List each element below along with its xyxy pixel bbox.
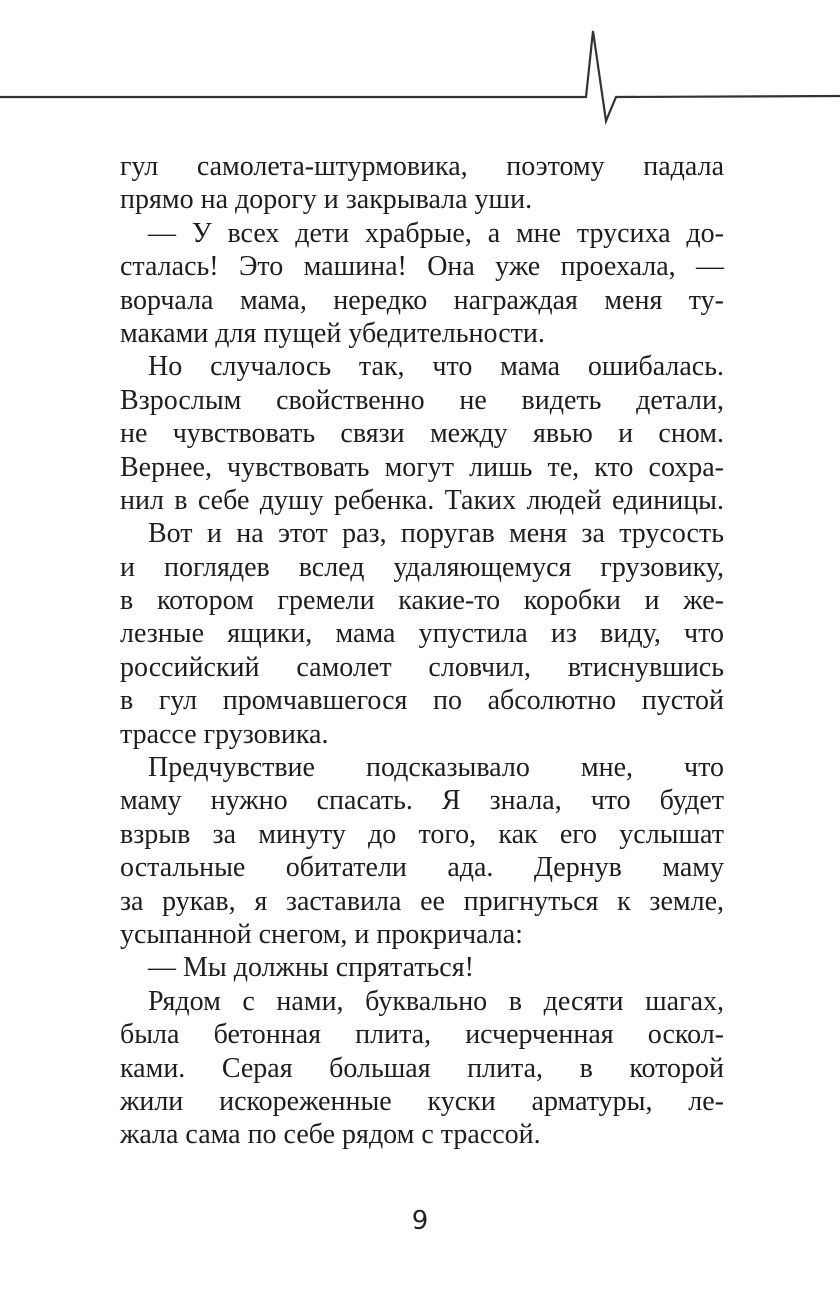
text-line: Рядом с нами, буквально в десяти шагах, (148, 985, 724, 1017)
text-line: российский самолет словчил, втиснувшись (120, 651, 724, 683)
text-line: маму нужно спасать. Я знала, что будет (120, 785, 724, 817)
text-line: — Мы должны спрятаться! (148, 952, 474, 984)
heartbeat-line-icon (0, 31, 840, 121)
page-number: 9 (411, 1206, 429, 1236)
text-line: жала сама по себе рядом с трассой. (120, 1119, 541, 1151)
text-line: остальные обитатели ада. Дернув маму (120, 852, 724, 884)
heartbeat-line-decoration (0, 0, 840, 140)
text-line: сталась! Это машина! Она уже проехала, — (120, 251, 724, 283)
text-line: гул самолета-штурмовика, поэтому падала (120, 151, 724, 182)
text-line: лезные ящики, мама упустила из виду, что (120, 618, 724, 650)
text-line: трассе грузовика. (120, 718, 329, 750)
text-line: была бетонная плита, исчерченная оскол- (120, 1019, 724, 1051)
text-line: в котором гремели какие-то коробки и же- (120, 585, 724, 617)
text-line: — У всех дети храбрые, а мне трусиха до- (148, 217, 724, 249)
text-line: жили искореженные куски арматуры, ле- (120, 1085, 724, 1117)
text-line: Вернее, чувствовать могут лишь те, кто сохра- (120, 451, 724, 483)
text-line: усыпанной снегом, и прокричала: (120, 918, 523, 950)
text-line: ками. Серая большая плита, в которой (120, 1052, 724, 1084)
text-line: ворчала мама, нередко награждая меня ту- (120, 284, 724, 316)
text-line: в гул промчавшегося по абсолютно пустой (120, 685, 724, 717)
text-line: прямо на дорогу и закрывала уши. (120, 184, 533, 216)
text-line: Предчувствие подсказывало мне, что (148, 752, 724, 784)
text-line: не чувствовать связи между явью и сном. (120, 418, 724, 450)
text-line: за рукав, я заставила ее пригнуться к земле, (120, 885, 724, 917)
body-text (120, 150, 724, 1152)
text-line: и поглядев вслед удаляющемуся грузовику, (120, 551, 724, 583)
text-line: нил в себе душу ребенка. Таких людей единицы. (120, 484, 724, 516)
text-line: Взрослым свойственно не видеть детали, (120, 384, 724, 416)
text-line: маками для пущей убедительности. (120, 317, 545, 349)
text-line: Вот и на этот раз, поругав меня за трусость (148, 518, 724, 550)
text-line: Но случалось так, что мама ошибалась. (148, 351, 724, 383)
text-line: взрыв за минуту до того, как его услышат (120, 818, 724, 850)
